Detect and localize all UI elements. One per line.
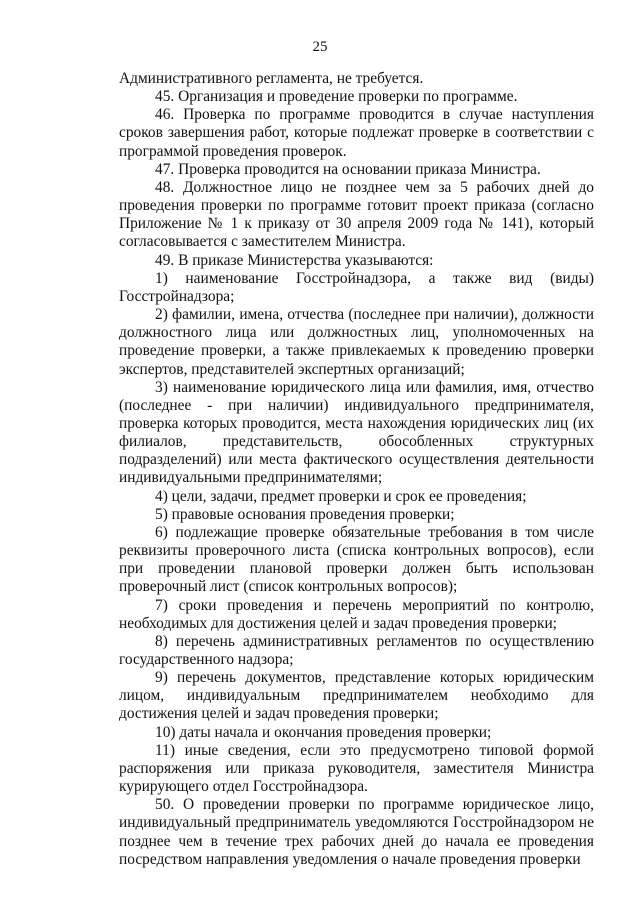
paragraph: 49. В приказе Министерства указываются: xyxy=(155,251,434,269)
paragraph: 47. Проверка проводится на основании приказа Министра. xyxy=(155,160,541,178)
paragraph: 3) наименование юридического лица или фамилия, имя, отчество (последнее - при наличии) индивидуального предпринимателя, проверка которых проводится, места нахождения юридических лиц (их филиалов, представительств, обособленных структурных подразделений) или места фактического осуществления деятельности индивидуальными предпринимателями; xyxy=(119,378,594,487)
paragraph: 4) цели, задачи, предмет проверки и срок ее проведения; xyxy=(155,487,527,505)
paragraph: 7) сроки проведения и перечень мероприятий по контролю, необходимых для достижения целей и задач проведения проверки; xyxy=(119,596,594,632)
page-number: 25 xyxy=(312,39,328,55)
paragraph: 2) фамилии, имена, отчества (последнее при наличии), должности должностного лица или должностных лиц, уполномоченных на проведение проверки, а также привлекаемых к проведению проверки экспертов, представителей экспертных организаций; xyxy=(119,306,594,378)
paragraph: 8) перечень административных регламентов по осуществлению государственного надзора; xyxy=(119,632,594,668)
paragraph: 6) подлежащие проверке обязательные требования в том числе реквизиты проверочного листа (списка контрольных вопросов), если при проведении плановой проверки должен быть использован проверочный лист (список контрольных вопросов); xyxy=(119,523,594,596)
paragraph: Административного регламента, не требуется. xyxy=(119,70,424,87)
paragraph: 10) даты начала и окончания проведения проверки; xyxy=(155,723,492,741)
paragraph: 48. Должностное лицо не позднее чем за 5 рабочих дней до проведения проверки по программе готовит проект приказа (согласно Приложение № 1 к приказу от 30 апреля 2009 года № 141), который согласовывается с заместителем Министра. xyxy=(119,178,594,251)
paragraph: 46. Проверка по программе проводится в случае наступления сроков завершения работ, которые подлежат проверке в соответствии с программой проведения проверок. xyxy=(119,106,594,160)
paragraph: 5) правовые основания проведения проверки; xyxy=(155,505,455,523)
document-body xyxy=(119,70,594,869)
paragraph: 1) наименование Госстройнадзора, а также вид (виды) Госстройнадзора; xyxy=(119,269,594,305)
paragraph: 50. О проведении проверки по программе юридическое лицо, индивидуальный предприниматель уведомляются Госстройнадзором не позднее чем в течение трех рабочих дней до начала ее проведения посредством направления уведомления о начале проведения проверки xyxy=(119,796,594,868)
paragraph: 11) иные сведения, если это предусмотрено типовой формой распоряжения или приказа руководителя, заместителя Министра курирующего отдел Госстройнадзора. xyxy=(119,741,594,796)
paragraph: 9) перечень документов, представление которых юридическим лицом, индивидуальным предпринимателем необходимо для достижения целей и задач проведения проверки; xyxy=(119,669,594,723)
paragraph: 45. Организация и проведение проверки по программе. xyxy=(155,88,518,106)
